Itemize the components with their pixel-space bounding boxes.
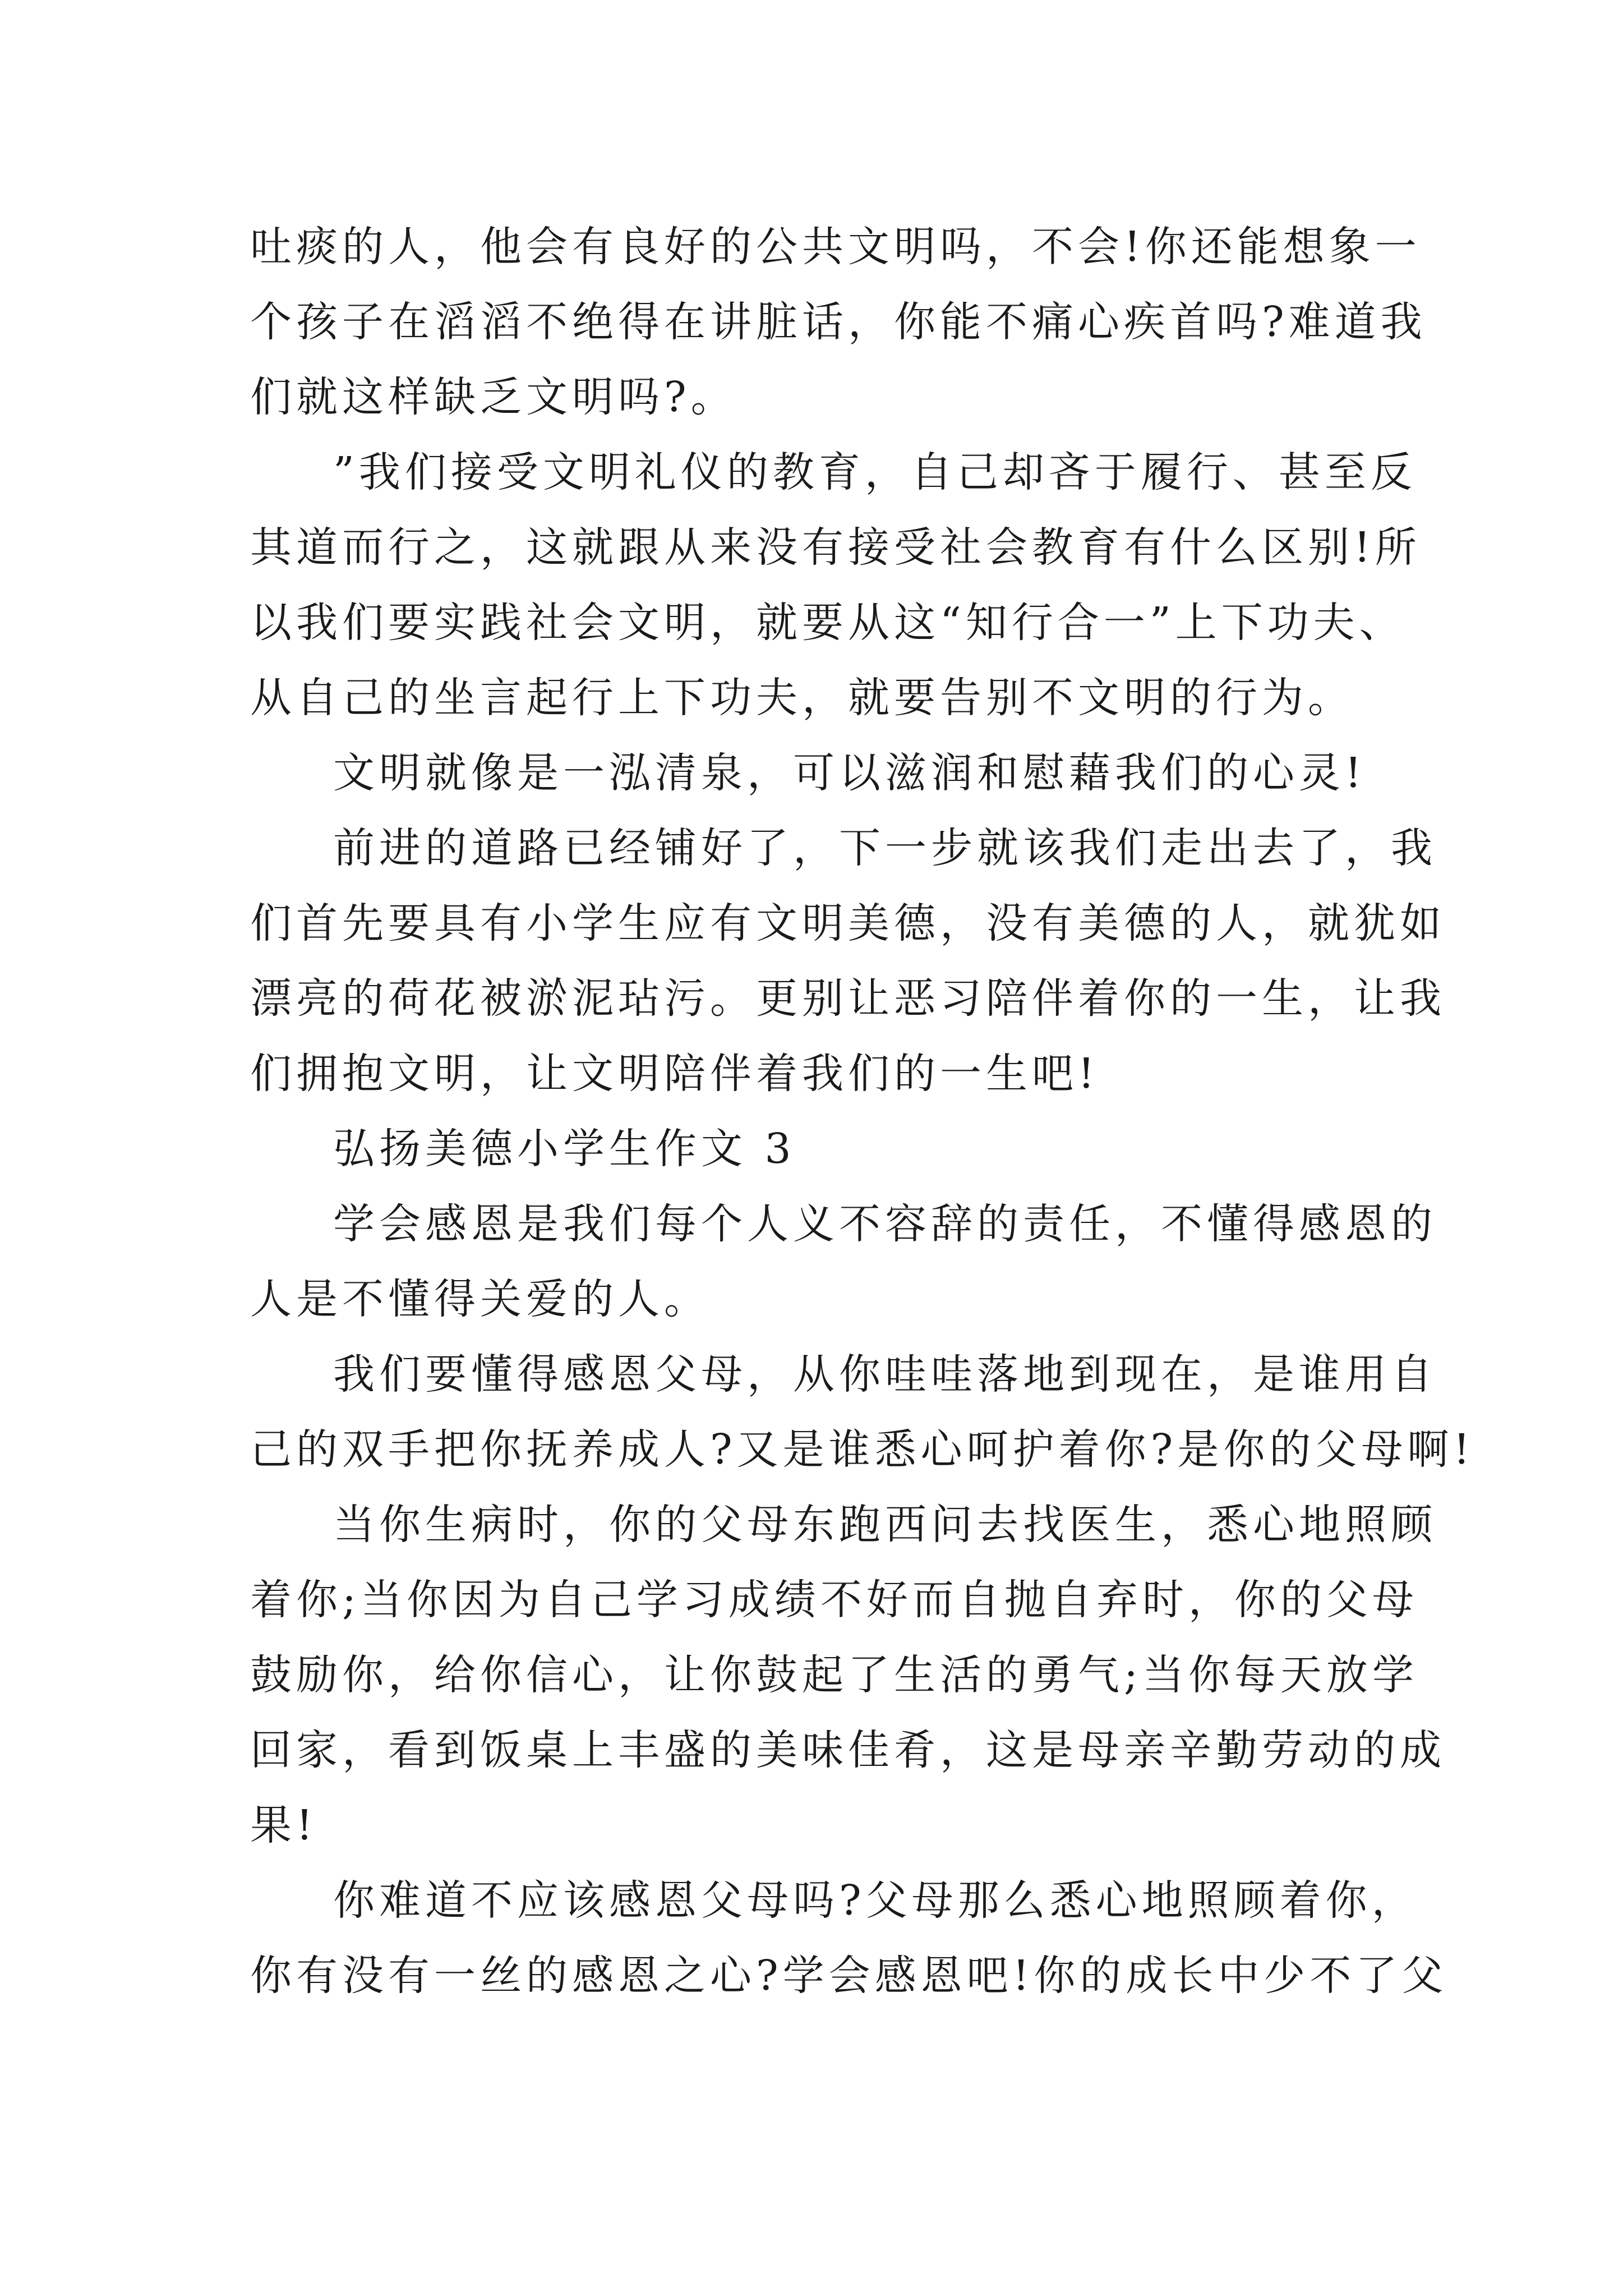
text-line: 从自己的坐言起行上下功夫，就要告别不文明的行为。 xyxy=(250,674,1354,722)
text-line: ”我们接受文明礼仪的教育，自己却吝于履行、甚至反 xyxy=(333,448,1417,496)
text-line: 个孩子在滔滔不绝得在讲脏话，你能不痛心疾首吗?难道我 xyxy=(250,298,1427,346)
text-line: 鼓励你，给你信心，让你鼓起了生活的勇气;当你每天放学 xyxy=(250,1651,1418,1699)
section-heading: 弘扬美德小学生作文 3 xyxy=(333,1125,796,1173)
text-line: 吐痰的人，他会有良好的公共文明吗，不会!你还能想象一 xyxy=(250,223,1421,271)
text-line: 以我们要实践社会文明，就要从这“知行合一”上下功夫、 xyxy=(250,599,1405,647)
text-line: 你有没有一丝的感恩之心?学会感恩吧!你的成长中少不了父 xyxy=(250,1952,1448,2000)
text-line: 其道而行之，这就跟从来没有接受社会教育有什么区别!所 xyxy=(250,523,1421,572)
text-line: 人是不懂得关爱的人。 xyxy=(250,1275,710,1323)
text-line: 果! xyxy=(250,1801,317,1849)
text-line: 文明就像是一泓清泉，可以滋润和慰藉我们的心灵! xyxy=(333,749,1366,797)
text-line: 当你生病时，你的父母东跑西问去找医生，悉心地照顾 xyxy=(333,1501,1437,1549)
text-line: 前进的道路已经铺好了，下一步就该我们走出去了，我 xyxy=(333,824,1437,872)
text-line: 漂亮的荷花被淤泥玷污。更别让恶习陪伴着你的一生，让我 xyxy=(250,974,1446,1023)
text-line: 学会感恩是我们每个人义不容辞的责任，不懂得感恩的 xyxy=(333,1200,1437,1248)
text-line: 我们要懂得感恩父母，从你哇哇落地到现在，是谁用自 xyxy=(333,1350,1437,1398)
text-line: 你难道不应该感恩父母吗?父母那么悉心地照顾着你， xyxy=(333,1876,1418,1925)
text-line: 回家，看到饭桌上丰盛的美味佳肴，这是母亲辛勤劳动的成 xyxy=(250,1726,1446,1774)
text-line: 们拥抱文明，让文明陪伴着我们的一生吧! xyxy=(250,1050,1099,1098)
text-line: 己的双手把你抚养成人?又是谁悉心呵护着你?是你的父母啊! xyxy=(250,1425,1475,1474)
text-line: 们就这样缺乏文明吗?。 xyxy=(250,373,737,421)
text-line: 们首先要具有小学生应有文明美德，没有美德的人，就犹如 xyxy=(250,899,1446,947)
text-line: 着你;当你因为自己学习成绩不好而自抛自弃时，你的父母 xyxy=(250,1576,1418,1624)
